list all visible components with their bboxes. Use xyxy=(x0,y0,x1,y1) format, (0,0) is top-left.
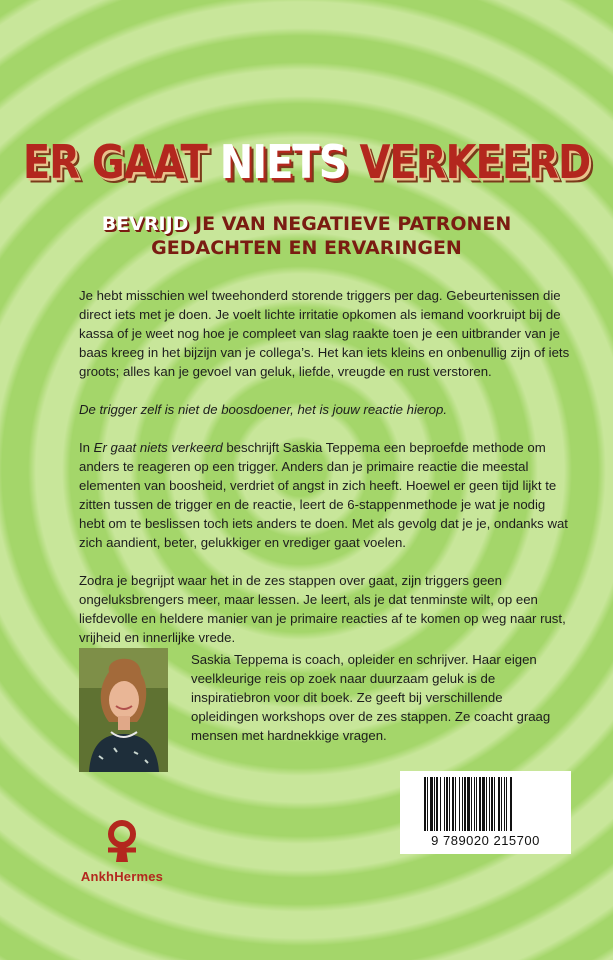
blurb-paragraph-3-prefix: In xyxy=(79,440,94,455)
isbn-barcode xyxy=(400,771,571,854)
blurb-text xyxy=(79,286,571,666)
title-part-3: VERKEERD xyxy=(346,136,591,190)
subtitle-line-1 xyxy=(0,212,613,236)
title-part-2: NIETS xyxy=(219,136,347,190)
blurb-paragraph-1: Je hebt misschien wel tweehonderd storende triggers per dag. Gebeurtenissen die direct iets met je doen. Je voelt lichte irritatie opkomen als iemand voorkruipt bij de kassa of je weet nog hoe je compleet van slag raakte toen je een uitbrander van je baas kreeg in het bijzijn van je collega’s. Het kan iets kleins en onbenullig zijn of iets groots; alles kan je gevoel van geluk, liefde, vreugde en rust verstoren. xyxy=(79,288,570,379)
blurb-paragraph-2: De trigger zelf is niet de boosdoener, het is jouw reactie hierop. xyxy=(79,402,447,417)
author-photo xyxy=(79,648,168,772)
blurb-book-title-italic: Er gaat niets verkeerd xyxy=(93,440,223,455)
isbn-number: 9 789020 215700 xyxy=(431,833,540,848)
book-title xyxy=(0,137,613,190)
blurb-paragraph-3 xyxy=(79,438,571,552)
subtitle-highlight: BEVRIJD xyxy=(101,213,189,235)
subtitle-line-1-rest: JE VAN NEGATIEVE PATRONEN xyxy=(188,213,512,235)
ankh-logo-icon xyxy=(100,818,144,862)
publisher-name: AnkhHermes xyxy=(80,869,164,884)
blurb-paragraph-3-rest: beschrijft Saskia Teppema een beproefde methode om anders te reageren op een trigger. Anders dan je primaire reactie die meestal elementen van boosheid, verdriet of angst in zich heeft. Hoewel er geen tijd lijkt te zitten tussen de trigger en de reactie, leert de 6-stappenmethode je wat je nodig hebt om te beslissen toch iets anders te doen. Met als gevolg dat je je, ondanks wat zich aandient, beter, gelukkiger en vrediger gaat voelen. xyxy=(79,440,568,550)
book-subtitle xyxy=(0,212,613,260)
author-bio: Saskia Teppema is coach, opleider en schrijver. Haar eigen veelkleurige reis op zoek naar duurzaam geluk is de inspiratiebron voor dit boek. Ze geeft bij verschillende opleidingen workshops over de zes stappen. Ze coacht graag mensen met hardnekkige vragen. xyxy=(191,652,551,743)
blurb-paragraph-4: Zodra je begrijpt waar het in de zes stappen over gaat, zijn triggers geen ongeluksbrengers meer, maar lessen. Je leert, als je dat tenminste wilt, op een liefdevolle en heldere manier van je primaire reacties af te komen op weg naar rust, vrijheid en innerlijke vrede. xyxy=(79,573,566,645)
publisher-logo xyxy=(79,818,165,884)
subtitle-line-2: GEDACHTEN EN ERVARINGEN xyxy=(151,237,462,259)
title-part-1: ER GAAT xyxy=(22,136,220,190)
